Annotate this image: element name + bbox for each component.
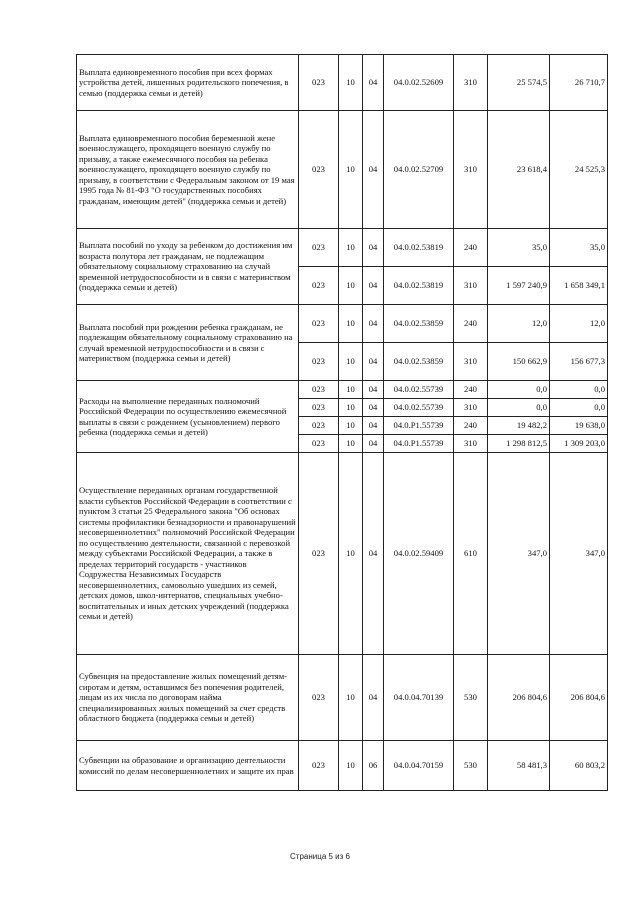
page-number: Страница 5 из 6 [290,852,350,861]
table-row [77,55,608,111]
amount-year-1: 347,0 [488,453,550,655]
subsection-code: 04 [363,305,384,343]
target-article: 04.0.02.55739 [384,399,454,417]
expense-type: 240 [454,381,488,399]
amount-year-2: 1 309 203,0 [550,435,608,453]
section-code: 10 [339,453,363,655]
subsection-code: 04 [363,55,384,111]
subsection-code: 04 [363,111,384,229]
expense-description: Субвенции на образование и организацию деятельности комиссий по делам несовершеннолетних и защите их прав [77,741,299,791]
section-code: 10 [339,399,363,417]
budget-code: 023 [299,343,339,381]
table-row [77,111,608,229]
expense-type: 310 [454,111,488,229]
budget-code: 023 [299,305,339,343]
expense-description: Выплата единовременного пособия беременной жене военнослужащего, проходящего военную службу по призыву, а также ежемесячного пособия на ребенка военнослужащего, проходящего военную службу по призыву, в соответствии с Федеральным законом от 19 мая 1995 года № 81-ФЗ "О государственных пособиях гражданам, имеющим детей" (поддержка семьи и детей) [77,111,299,229]
table-row [77,229,608,267]
target-article: 04.0.02.53859 [384,305,454,343]
target-article: 04.0.02.52709 [384,111,454,229]
section-code: 10 [339,267,363,305]
expense-type: 310 [454,399,488,417]
amount-year-1: 25 574,5 [488,55,550,111]
budget-table-body [77,55,608,791]
section-code: 10 [339,229,363,267]
expense-type: 530 [454,741,488,791]
subsection-code: 06 [363,741,384,791]
expense-type: 610 [454,453,488,655]
expense-type: 530 [454,655,488,741]
amount-year-2: 156 677,3 [550,343,608,381]
section-code: 10 [339,741,363,791]
amount-year-1: 1 597 240,9 [488,267,550,305]
budget-code: 023 [299,399,339,417]
target-article: 04.0.02.53819 [384,267,454,305]
amount-year-1: 23 618,4 [488,111,550,229]
section-code: 10 [339,305,363,343]
budget-code: 023 [299,267,339,305]
subsection-code: 04 [363,417,384,435]
table-row [77,655,608,741]
expense-description: Выплата пособий при рождении ребенка гражданам, не подлежащим обязательному социальному страхованию на случай временной нетрудоспособности и в связи с материнством (поддержка семьи и детей) [77,305,299,381]
amount-year-1: 150 662,9 [488,343,550,381]
amount-year-2: 1 658 349,1 [550,267,608,305]
expense-description: Расходы на выполнение переданных полномочий Российской Федерации по осуществлению ежемесячной выплаты в связи с рождением (усыновлением) первого ребенка (поддержка семьи и детей) [77,381,299,453]
target-article: 04.0.04.70139 [384,655,454,741]
amount-year-2: 35,0 [550,229,608,267]
amount-year-2: 0,0 [550,399,608,417]
table-row [77,381,608,399]
section-code: 10 [339,55,363,111]
expense-type: 240 [454,305,488,343]
table-row [77,741,608,791]
expense-type: 240 [454,417,488,435]
expense-description: Осуществление переданных органам государственной власти субъектов Российской Федерации в соответствии с пунктом 3 статьи 25 Федерального закона "Об основах системы профилактики безнадзорности и правонарушений несовершеннолетних" полномочий Российской Федерации по осуществлению деятельности, связанной с перевозкой между субъектами Российской Федерации, а также в пределах территорий государств - участников Содружества Независимых Государств несовершеннолетних, самовольно ушедших из семей, детских домов, школ-интернатов, специальных учебно-воспитательных и иных детских учреждений (поддержка семьи и детей) [77,453,299,655]
expense-type: 310 [454,55,488,111]
budget-code: 023 [299,655,339,741]
amount-year-1: 19 482,2 [488,417,550,435]
section-code: 10 [339,381,363,399]
target-article: 04.0.02.55739 [384,381,454,399]
budget-code: 023 [299,381,339,399]
amount-year-1: 0,0 [488,399,550,417]
subsection-code: 04 [363,343,384,381]
target-article: 04.0.04.70159 [384,741,454,791]
section-code: 10 [339,435,363,453]
amount-year-2: 206 804,6 [550,655,608,741]
subsection-code: 04 [363,453,384,655]
amount-year-1: 1 298 812,5 [488,435,550,453]
amount-year-2: 12,0 [550,305,608,343]
subsection-code: 04 [363,267,384,305]
target-article: 04.0.P1.55739 [384,435,454,453]
subsection-code: 04 [363,381,384,399]
amount-year-1: 12,0 [488,305,550,343]
section-code: 10 [339,417,363,435]
section-code: 10 [339,655,363,741]
target-article: 04.0.02.52609 [384,55,454,111]
expense-type: 240 [454,229,488,267]
amount-year-1: 35,0 [488,229,550,267]
amount-year-1: 58 481,3 [488,741,550,791]
amount-year-1: 0,0 [488,381,550,399]
table-row [77,453,608,655]
table-row [77,305,608,343]
amount-year-2: 24 525,3 [550,111,608,229]
budget-code: 023 [299,229,339,267]
subsection-code: 04 [363,229,384,267]
budget-code: 023 [299,111,339,229]
expense-type: 310 [454,343,488,381]
expense-description: Субвенция на предоставление жилых помещений детям-сиротам и детям, оставшимся без попечения родителей, лицам из их числа по договорам найма специализированных жилых помещений за счет средств областного бюджета (поддержка семьи и детей) [77,655,299,741]
budget-code: 023 [299,417,339,435]
section-code: 10 [339,343,363,381]
expense-description: Выплата единовременного пособия при всех формах устройства детей, лишенных родительского попечения, в семью (поддержка семьи и детей) [77,55,299,111]
budget-code: 023 [299,741,339,791]
amount-year-2: 347,0 [550,453,608,655]
subsection-code: 04 [363,655,384,741]
subsection-code: 04 [363,399,384,417]
budget-table [76,54,608,791]
amount-year-2: 26 710,7 [550,55,608,111]
expense-description: Выплата пособий по уходу за ребенком до достижения им возраста полутора лет гражданам, не подлежащим обязательному социальному страхованию на случай временной нетрудоспособности и в связи с материнством (поддержка семьи и детей) [77,229,299,305]
budget-code: 023 [299,435,339,453]
target-article: 04.0.02.59409 [384,453,454,655]
target-article: 04.0.02.53819 [384,229,454,267]
amount-year-1: 206 804,6 [488,655,550,741]
expense-type: 310 [454,435,488,453]
section-code: 10 [339,111,363,229]
target-article: 04.0.P1.55739 [384,417,454,435]
target-article: 04.0.02.53859 [384,343,454,381]
amount-year-2: 60 803,2 [550,741,608,791]
amount-year-2: 0,0 [550,381,608,399]
subsection-code: 04 [363,435,384,453]
amount-year-2: 19 638,0 [550,417,608,435]
budget-code: 023 [299,453,339,655]
expense-type: 310 [454,267,488,305]
budget-code: 023 [299,55,339,111]
